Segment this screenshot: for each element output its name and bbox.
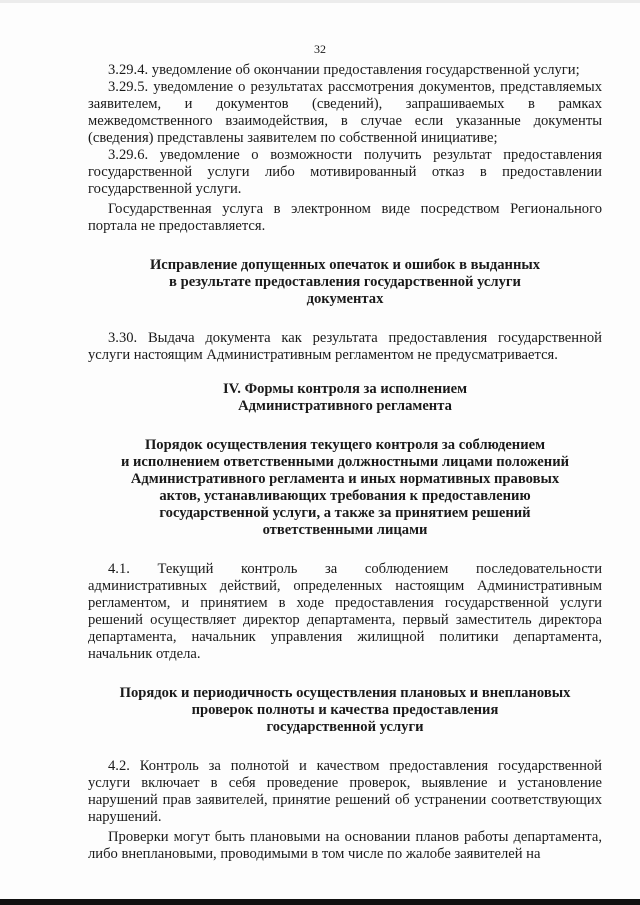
scan-bottom-edge — [0, 899, 640, 905]
heading-error-correction — [88, 257, 602, 308]
heading-line: Порядок и периодичность осуществления плановых и внеплановых — [119, 685, 571, 701]
paragraph-3-29-4: 3.29.4. уведомление об окончании предоставления государственной услуги; — [108, 62, 580, 78]
heading-inspections — [88, 685, 602, 736]
heading-line: ответственными лицами — [262, 522, 428, 538]
paragraph-3-30: 3.30. Выдача документа как результата предоставления государственной услуги настоящим Административным регламентом не предусматривается. — [88, 330, 602, 363]
document-body — [88, 62, 602, 863]
scan-edge — [0, 0, 640, 3]
paragraph-3-29-5: 3.29.5. уведомление о результатах рассмотрения документов, представляемых заявителем, и документов (сведений), запрашиваемых в рамках межведомственного взаимодействия, в случае если указанные документы (сведения) представлены заявителем по собственной инициативе; — [88, 79, 602, 146]
heading-line: IV. Формы контроля за исполнением — [222, 381, 468, 397]
heading-line: Порядок осуществления текущего контроля за соблюдением — [144, 437, 546, 453]
paragraph-3-29-6: 3.29.6. уведомление о возможности получить результат предоставления государственной услуги либо мотивированный отказ в предоставлении государственной услуги. — [88, 147, 602, 197]
heading-line: проверок полноты и качества предоставления — [191, 702, 499, 718]
page-number: 32 — [314, 42, 326, 56]
heading-line: Административного регламента и иных нормативных правовых — [130, 471, 560, 487]
heading-line: в результате предоставления государственной услуги — [169, 274, 521, 290]
heading-current-control — [88, 437, 602, 539]
paragraph-electronic-form: Государственная услуга в электронном виде посредством Регионального портала не предоставляется. — [88, 201, 602, 234]
heading-line: документах — [306, 291, 384, 307]
paragraph-4-1: 4.1. Текущий контроль за соблюдением последовательности административных действий, определенных настоящим Административным регламентом, и принятием в ходе предоставления государственной услуги решений осуществляет директор департамента, первый заместитель директора департамента, начальник управления жилищной политики департамента, начальник отдела. — [88, 561, 602, 662]
heading-section-iv — [88, 381, 602, 415]
heading-line: государственной услуги, а также за принятием решений — [159, 505, 531, 521]
heading-line: и исполнением ответственными должностными лицами положений — [120, 454, 570, 470]
heading-line: Административного регламента — [238, 398, 452, 414]
heading-line: Исправление допущенных опечаток и ошибок в выданных — [149, 257, 541, 273]
heading-line: государственной услуги — [266, 719, 424, 735]
paragraph-4-2: 4.2. Контроль за полнотой и качеством предоставления государственной услуги включает в себя проведение проверок, выявление и установление нарушений прав заявителей, принятие решений об устранении соответствующих нарушений. — [88, 758, 602, 825]
paragraph-inspections-types: Проверки могут быть плановыми на основании планов работы департамента, либо внеплановыми, проводимыми в том числе по жалобе заявителей на — [88, 829, 602, 862]
heading-line: актов, устанавливающих требования к предоставлению — [159, 488, 531, 504]
